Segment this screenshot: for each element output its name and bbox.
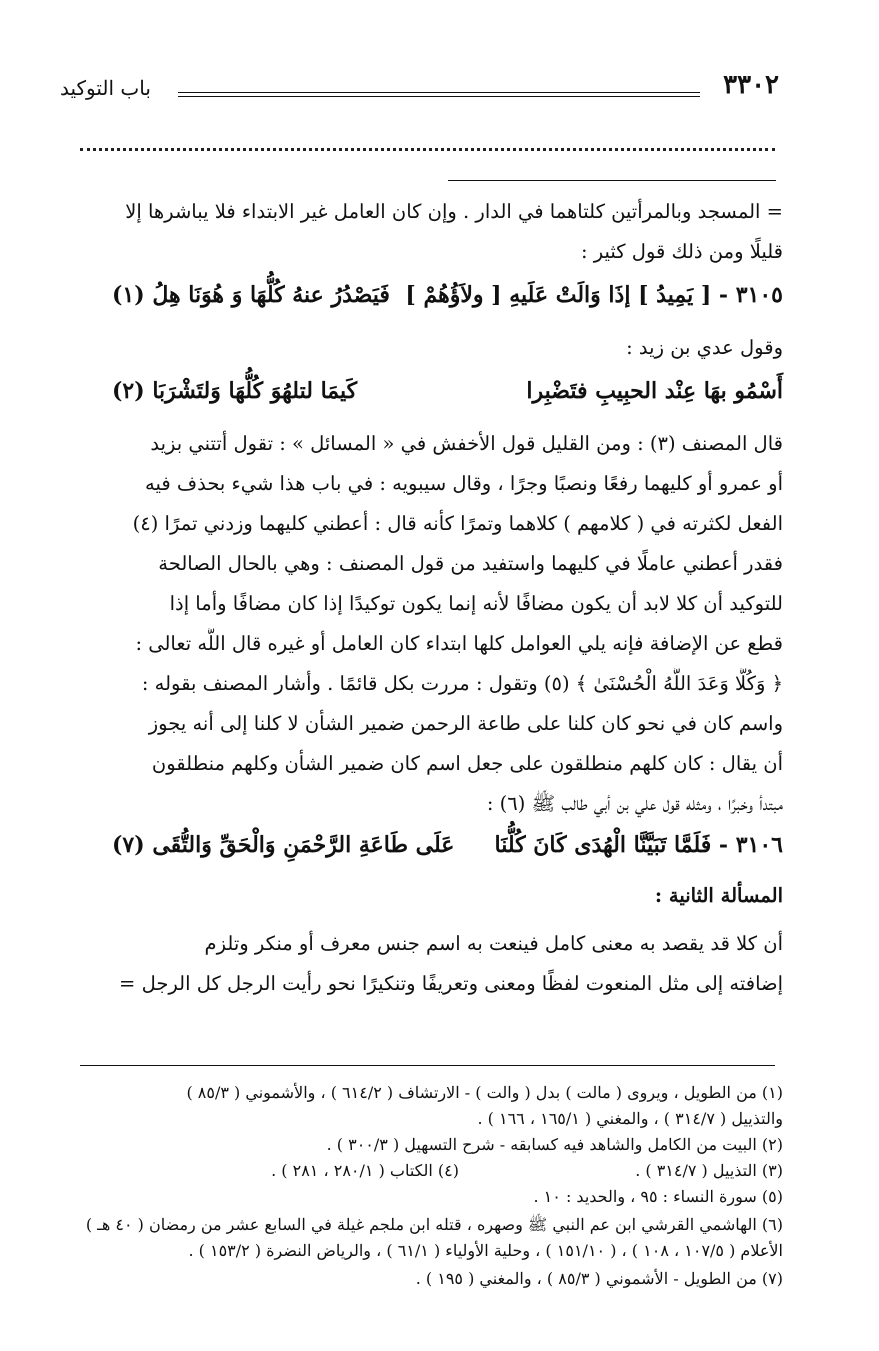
verse-3106-second-hemistich: عَلَى طَاعَةِ الرَّحْمَنِ وَالْحَقِّ وَالتُّقَى (٧) — [112, 832, 455, 858]
footnote: الأعلام ( ١٠٧/٥ ، ١٠٨ ) ، ( ١٥١/١٠ ) ، وحلية الأولياء ( ٦١/١ ) ، والرياض النضرة ( ١٥٣/٢ ) . — [188, 1241, 783, 1260]
body-line: واسم كان في نحو كان كلنا على طاعة الرحمن ضمير الشأن لا كلنا إلى أنه يجوز — [148, 712, 783, 735]
body-line: أو عمرو أو كليهما رفعًا ونصبًا وجرًا ، وقال سيبويه : في باب هذا شيء بحذف فيه — [145, 472, 783, 495]
header-rule — [178, 92, 700, 93]
footnote: (٢) البيت من الكامل والشاهد فيه كسابقه - شرح التسهيل ( ٣٠٠/٣ ) . — [326, 1135, 783, 1154]
dotted-separator — [80, 148, 775, 151]
footnote-separator — [80, 1065, 775, 1066]
body-line: إضافته إلى مثل المنعوت لفظًا ومعنى وتعريفًا وتنكيرًا نحو رأيت الرجل كل الرجل = — [119, 972, 783, 995]
header-rule-double — [178, 96, 700, 97]
footnote: (٣) التذييل ( ٣١٤/٧ ) . — [635, 1161, 783, 1180]
section-heading: المسألة الثانية : — [654, 884, 783, 907]
body-line: أن يقال : كان كلهم منطلقون على جعل اسم كان ضمير الشأن وكلهم منطلقون — [151, 752, 783, 775]
body-line: أن كلا قد يقصد به معنى كامل فينعت به اسم جنس معرف أو منكر وتلزم — [204, 932, 783, 955]
verse-3105-first-hemistich: ٣١٠٥ - [ يَمِيدُ ] إذَا وَالَتْ عَلَيهِ [ ولاَؤُهُمْ ] — [405, 282, 783, 308]
continuation-rule — [448, 180, 776, 181]
body-line: قطع عن الإضافة فإنه يلي العوامل كلها ابتداء كان العامل أو غيره قال اللَّه تعالى : — [135, 632, 783, 655]
verse-3106-first-hemistich: ٣١٠٦ - فَلَمَّا تَبَيَّنَّا الْهُدَى كَانَ كُلُّنَا — [494, 832, 783, 858]
body-line: قليلًا ومن ذلك قول كثير : — [581, 240, 783, 263]
body-line: وقول عدي بن زيد : — [626, 336, 783, 359]
body-line: مبتدأ وخبرًا ، ومثله قول علي بن أبي طالب ﷺ (٦) : — [486, 792, 783, 815]
footnote: (١) من الطويل ، ويروى ( مالت ) بدل ( والت ) - الارتشاف ( ٦١٤/٢ ) ، والأشموني ( ٨٥/٣ ) — [186, 1083, 783, 1102]
body-line: الفعل لكثرته في ( كلامهم ) كلاهما وتمرًا كأنه قال : أعطني كليهما وزدني تمرًا (٤) — [132, 512, 783, 535]
verse-adi-second-hemistich: كَيمَا لتلهُوَ كُلُّهَا وَلتَشْرَبَا (٢) — [112, 378, 358, 404]
body-line-quran: ﴿ وَكُلًّا وَعَدَ اللَّهُ الْحُسْنَىٰ ﴾ (٥) وتقول : مررت بكل قائمًا . وأشار المصنف بقوله : — [141, 672, 783, 695]
body-line: للتوكيد أن كلا لابد أن يكون مضافًا لأنه إنما يكون توكيدًا إذا كان مضافًا وأما إذا — [169, 592, 783, 615]
chapter-title: باب التوكيد — [60, 76, 151, 100]
footnote: والتذييل ( ٣١٤/٧ ) ، والمغني ( ١٦٥/١ ، ١٦٦ ) . — [477, 1109, 783, 1128]
footnote: (٥) سورة النساء : ٩٥ ، والحديد : ١٠ . — [533, 1187, 783, 1206]
body-line: قال المصنف (٣) : ومن القليل قول الأخفش في « المسائل » : تقول أتتني بزيد — [150, 432, 783, 455]
body-line: فقدر أعطني عاملًا في كليهما واستفيد من قول المصنف : وهي بالحال الصالحة — [158, 552, 783, 575]
footnote: (٧) من الطويل - الأشموني ( ٨٥/٣ ) ، والمغني ( ١٩٥ ) . — [415, 1269, 783, 1288]
body-line: = المسجد وبالمرأتين كلتاهما في الدار . وإن كان العامل غير الابتداء فلا يباشرها إلا — [125, 200, 783, 223]
page-number: ٣٣٠٢ — [723, 70, 779, 100]
footnote: (٤) الكتاب ( ٢٨٠/١ ، ٢٨١ ) . — [271, 1161, 459, 1180]
verse-3105-second-hemistich: فَيَصْدُرُ عنهُ كُلُّهَا وَ هُوَنَا هِلُ (١) — [112, 282, 390, 308]
verse-adi-first-hemistich: أَسْمُو بهَا عِنْد الحبِيبِ فتَضْبِرا — [526, 378, 783, 404]
footnote: (٦) الهاشمي القرشي ابن عم النبي ﷺ وصهره ، قتله ابن ملجم غيلة في السابع عشر من رمضان ( ٤٠ هـ ) — [85, 1215, 783, 1234]
